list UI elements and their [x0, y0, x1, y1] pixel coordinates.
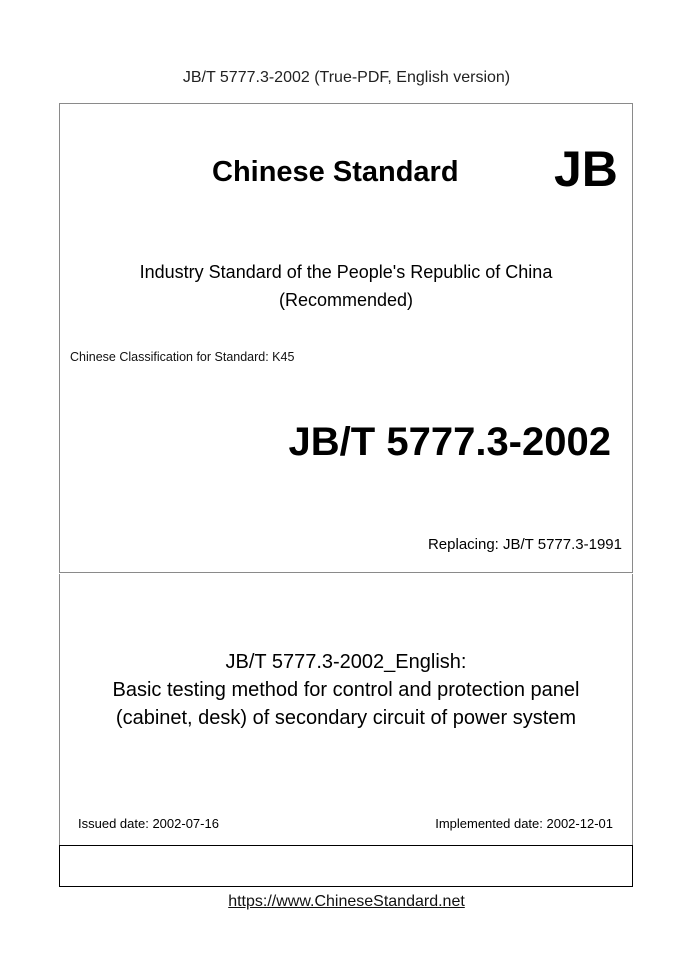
implemented-date: Implemented date: 2002-12-01 — [435, 816, 613, 831]
jb-mark: JB — [554, 141, 618, 197]
cover-frame-bottom — [59, 845, 633, 887]
document-title-line3: (cabinet, desk) of secondary circuit of power system — [115, 707, 577, 729]
industry-standard-title — [59, 258, 633, 314]
industry-title-line2: (Recommended) — [278, 290, 414, 310]
industry-title-line1: Industry Standard of the People's Republic of China — [139, 262, 553, 282]
classification-text: Chinese Classification for Standard: K45 — [70, 350, 295, 364]
document-title-line2: Basic testing method for control and protection panel — [112, 679, 580, 701]
replacing-text: Replacing: JB/T 5777.3-1991 — [427, 536, 622, 553]
issued-date: Issued date: 2002-07-16 — [78, 816, 219, 831]
standard-number: JB/T 5777.3-2002 — [288, 420, 611, 464]
document-header: JB/T 5777.3-2002 (True-PDF, English version) — [182, 69, 511, 86]
website-link[interactable]: https://www.ChineseStandard.net — [228, 893, 465, 910]
document-title — [59, 648, 633, 732]
chinese-standard-heading: Chinese Standard — [212, 156, 459, 188]
document-title-line1: JB/T 5777.3-2002_English: — [225, 651, 467, 673]
